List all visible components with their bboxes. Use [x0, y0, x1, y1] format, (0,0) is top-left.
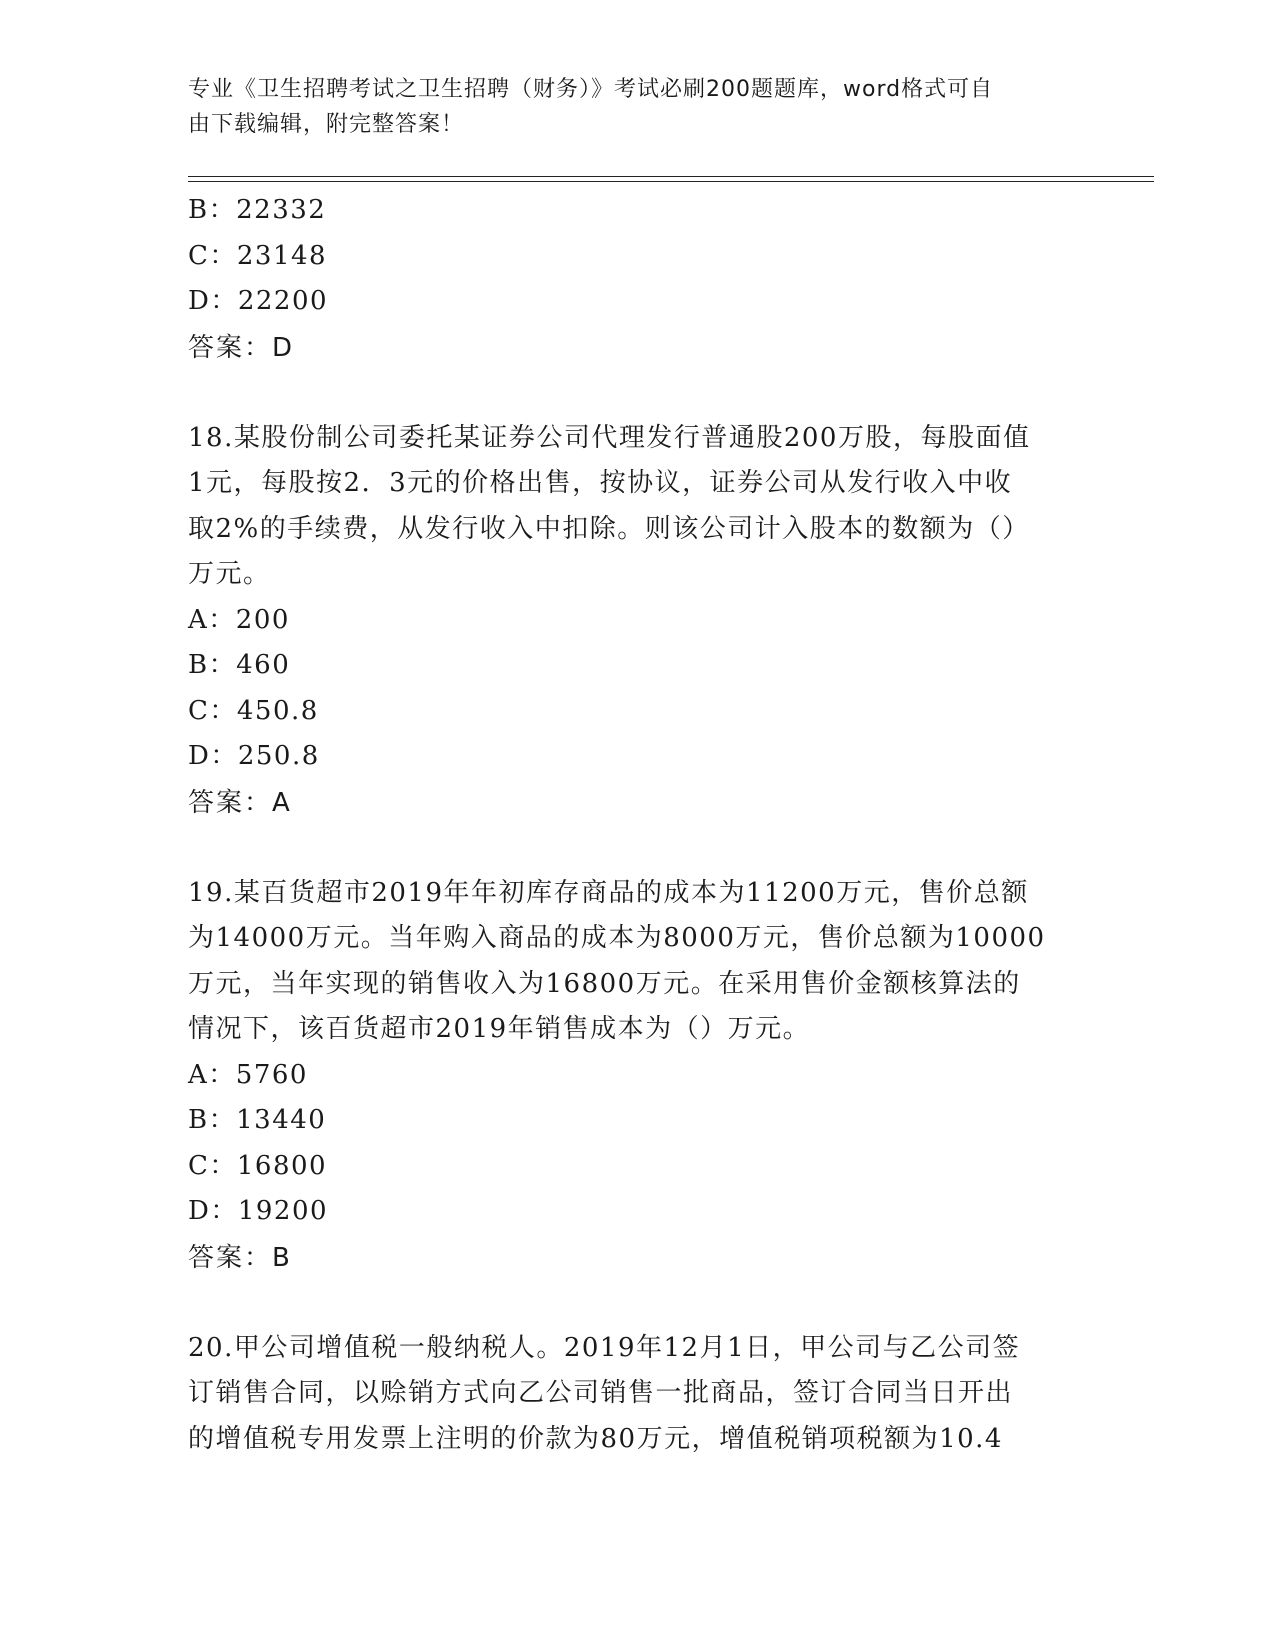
document-body	[188, 188, 1088, 1462]
question-text-line: 19.某百货超市2019年年初库存商品的成本为11200万元，售价总额	[188, 877, 1029, 908]
question-text-line: 取2%的手续费，从发行收入中扣除。则该公司计入股本的数额为（）	[188, 513, 1030, 544]
question-text-line: 18.某股份制公司委托某证券公司代理发行普通股200万股，每股面值	[188, 422, 1031, 453]
spacer	[188, 1281, 1088, 1326]
spacer	[188, 371, 1088, 416]
option-b: B：460	[188, 650, 291, 680]
question-19	[188, 871, 1088, 1281]
question-text-line: 万元。	[188, 559, 271, 589]
question-text-line: 订销售合同，以赊销方式向乙公司销售一批商品，签订合同当日开出	[188, 1378, 1014, 1408]
option-b: B：13440	[188, 1105, 327, 1135]
header-divider-bottom	[188, 181, 1154, 182]
header-divider-top	[188, 176, 1154, 177]
answer-line: 答案：A	[188, 787, 292, 818]
answer-line: 答案：D	[188, 332, 295, 363]
option-d: D：19200	[188, 1196, 329, 1226]
answer-line: 答案：B	[188, 1242, 292, 1273]
option-b: B：22332	[188, 195, 327, 225]
question-text-line: 为14000万元。当年购入商品的成本为8000万元，售价总额为10000	[188, 923, 1046, 953]
spacer	[188, 826, 1088, 871]
option-a: A：200	[188, 604, 290, 635]
question-text-line: 1元，每股按2．3元的价格出售，按协议，证券公司从发行收入中收	[188, 468, 1013, 498]
question-text-line: 情况下，该百货超市2019年销售成本为（）万元。	[188, 1014, 811, 1044]
question-text-line: 万元，当年实现的销售收入为16800万元。在采用售价金额核算法的	[188, 968, 1021, 999]
option-a: A：5760	[188, 1059, 308, 1090]
question-text-line: 20.甲公司增值税一般纳税人。2019年12月1日，甲公司与乙公司签	[188, 1332, 1021, 1363]
header-title-line-1: 专业《卫生招聘考试之卫生招聘（财务）》考试必刷200题题库，word格式可自	[188, 77, 994, 102]
question-20	[188, 1326, 1088, 1463]
question-text-line: 的增值税专用发票上注明的价款为80万元，增值税销项税额为10.4	[188, 1423, 1003, 1454]
option-c: C：450.8	[188, 695, 319, 726]
document-header	[188, 72, 1068, 142]
question-17-tail	[188, 188, 1088, 371]
option-d: D：250.8	[188, 741, 320, 771]
option-d: D：22200	[188, 286, 329, 316]
option-c: C：23148	[188, 240, 328, 271]
header-title-line-2: 由下载编辑，附完整答案！	[188, 112, 465, 137]
question-18	[188, 416, 1088, 826]
option-c: C：16800	[188, 1150, 328, 1181]
